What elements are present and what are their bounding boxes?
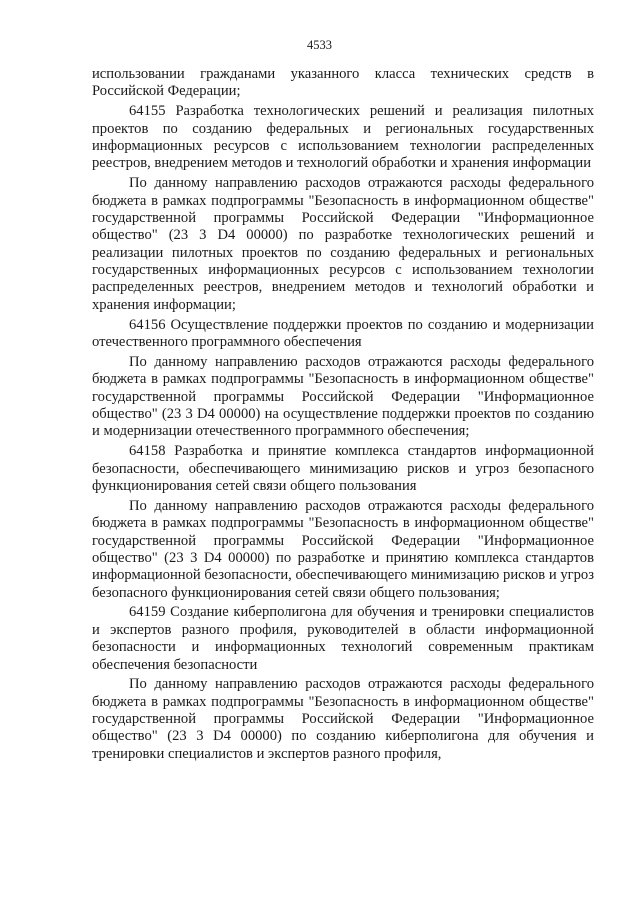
section-heading-64156: 64156 Осуществление поддержки проектов по созданию и модернизации отечественного программного обеспечения: [92, 316, 594, 350]
section-heading-64155: 64155 Разработка технологических решений и реализация пилотных проектов по созданию федеральных и региональных государственных информационных ресурсов с использованием технологии распределенных реестров, внедрением методов и технологий обработки и хранения информации: [92, 103, 594, 172]
paragraph-64156-description: По данному направлению расходов отражаются расходы федерального бюджета в рамках подпрограммы "Безопасность в информационном обществе" государственной программы Российской Федерации "Информационное общество" (23 3 D4 00000) на осуществление поддержки проектов по созданию и модернизации отечественного программного обеспечения;: [92, 353, 594, 440]
paragraph-64159-description: По данному направлению расходов отражаются расходы федерального бюджета в рамках подпрограммы "Безопасность в информационном обществе" государственной программы Российской Федерации "Информационное общество" (23 3 D4 00000) по созданию киберполигона для обучения и тренировки специалистов и экспертов разного профиля,: [92, 676, 594, 762]
document-body: [92, 66, 594, 766]
section-heading-64158: 64158 Разработка и принятие комплекса стандартов информационной безопасности, обеспечивающего минимизацию рисков и угроз безопасного функционирования сетей связи общего пользования: [92, 443, 594, 494]
paragraph-continuation: использовании гражданами указанного класса технических средств в Российской Федерации;: [92, 66, 594, 100]
paragraph-64155-description: По данному направлению расходов отражаются расходы федерального бюджета в рамках подпрограммы "Безопасность в информационном обществе" государственной программы Российской Федерации "Информационное общество" (23 3 D4 00000) по разработке технологических решений и реализации пилотных проектов по созданию федеральных и региональных государственных информационных ресурсов с использованием технологии распределенных реестров, внедрением методов и технологий обработки и хранения информации;: [92, 175, 594, 313]
page-number: 4533: [307, 38, 332, 52]
section-heading-64159: 64159 Создание киберполигона для обучения и тренировки специалистов и экспертов разного профиля, руководителей в области информационной безопасности и информационных технологий современным практикам обеспечения безопасности: [92, 604, 594, 673]
paragraph-64158-description: По данному направлению расходов отражаются расходы федерального бюджета в рамках подпрограммы "Безопасность в информационном обществе" государственной программы Российской Федерации "Информационное общество" (23 3 D4 00000) по разработке и принятию комплекса стандартов информационной безопасности, обеспечивающего минимизацию рисков и угроз безопасного функционирования сетей связи общего пользования;: [92, 497, 594, 601]
